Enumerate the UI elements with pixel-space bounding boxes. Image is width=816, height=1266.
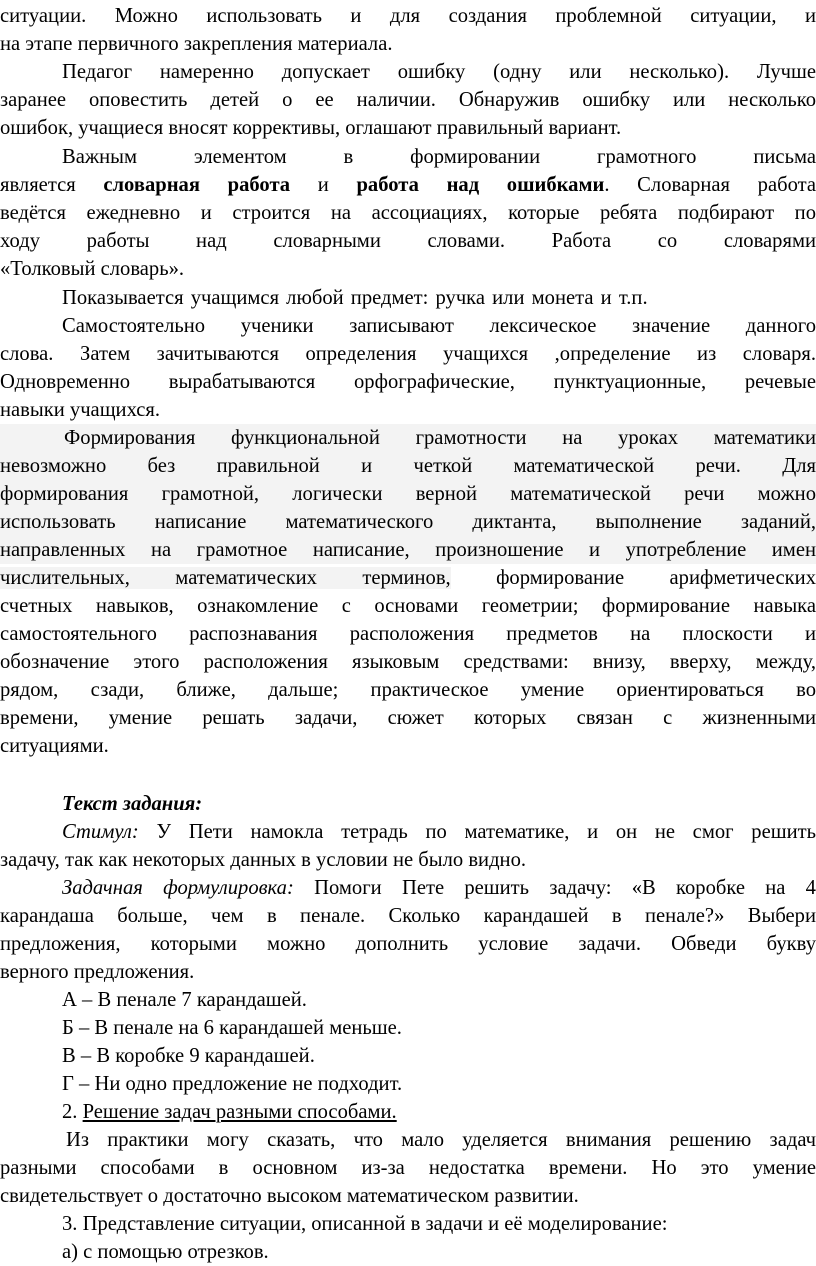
task-heading: Текст задания:	[62, 793, 203, 815]
option-item: Г – Ни одно предложение не подходит.	[62, 1073, 403, 1095]
keyword-dictionary-work: словарная работа	[103, 174, 291, 196]
stimulus-line	[0, 818, 816, 846]
text-line: Показывается учащимся любой предмет: ручка или монета и т.п.	[62, 287, 648, 309]
text-segment: и	[317, 174, 329, 196]
text-line: Самостоятельно ученики записывают лексическое значение данного	[62, 315, 816, 337]
text-line: Педагог намеренно допускает ошибку (одну или несколько). Лучше	[62, 61, 816, 83]
text-line: разными способами в основном из-за недостатка времени. Но это умение	[0, 1157, 816, 1179]
item-number: 2.	[62, 1101, 78, 1123]
text-line: направленных на грамотное написание, произношение и употребление имен	[0, 536, 816, 564]
text-line: навыки учащихся.	[0, 399, 161, 421]
stimulus-label: Стимул:	[62, 821, 139, 843]
text-line: 3. Представление ситуации, описанной в задачи и её моделирование:	[62, 1213, 668, 1235]
text-line: ошибок, учащиеся вносят коррективы, оглашают правильный вариант.	[0, 117, 622, 139]
text-segment: . Словарная работа	[604, 174, 816, 196]
text-line: карандаша больше, чем в пенале. Сколько карандашей в пенале?» Выбери	[0, 905, 816, 927]
text-segment: формирование арифметических	[496, 567, 816, 589]
text-line: ситуациями.	[0, 735, 109, 757]
text-line: самостоятельного распознавания расположения предметов на плоскости и	[0, 623, 816, 645]
task-label: Задачная формулировка:	[62, 877, 294, 899]
text-line-with-keywords	[0, 171, 816, 199]
text-line: задачу, так как некоторых данных в условии не было видно.	[0, 849, 527, 871]
text-line: времени, умение решать задачи, сюжет которых связан с жизненными	[0, 707, 816, 729]
keyword-error-work: работа над ошибками	[356, 174, 605, 196]
text-segment: является	[0, 174, 76, 196]
text-line: ходу работы над словарными словами. Работа со словарями	[0, 230, 816, 252]
text-line-split	[0, 564, 816, 592]
text-line: рядом, сзади, ближе, дальше; практическое умение ориентироваться во	[0, 679, 816, 701]
text-segment: числительных, математических терминов,	[0, 567, 451, 589]
task-line	[0, 874, 816, 902]
text-line: заранее оповестить детей о ее наличии. Обнаружив ошибку или несколько	[0, 89, 816, 111]
text-line: Одновременно вырабатываются орфографические, пунктуационные, речевые	[0, 371, 816, 393]
text-line: использовать написание математического диктанта, выполнение заданий,	[0, 508, 816, 536]
text-line: счетных навыков, ознакомление с основами геометрии; формирование навыка	[0, 595, 816, 617]
text-line: слова. Затем зачитываются определения учащихся ,определение из словаря.	[0, 343, 816, 365]
option-item: В – В коробке 9 карандашей.	[62, 1045, 315, 1067]
task-text: Помоги Пете решить задачу: «В коробке на 4	[314, 877, 816, 899]
text-line: ситуации. Можно использовать и для создания проблемной ситуации, и	[0, 5, 816, 27]
stimulus-text: У Пети намокла тетрадь по математике, и он не смог решить	[156, 821, 816, 843]
text-line: на этапе первичного закрепления материала.	[0, 33, 393, 55]
option-item: А – В пенале 7 карандашей.	[62, 989, 307, 1011]
text-line: верного предложения.	[0, 961, 195, 983]
text-line: формирования грамотной, логически верной математической речи можно	[0, 480, 816, 508]
text-line: «Толковый словарь».	[0, 258, 185, 280]
text-line: а) с помощью отрезков.	[62, 1241, 269, 1263]
option-item: Б – В пенале на 6 карандашей меньше.	[62, 1017, 402, 1039]
item-title: Решение задач разными способами.	[82, 1101, 397, 1123]
text-line: Из практики могу сказать, что мало уделяется внимания решению задач	[66, 1129, 816, 1151]
text-line: Формирования функциональной грамотности на уроках математики	[0, 424, 816, 452]
text-line: невозможно без правильной и четкой математической речи. Для	[0, 452, 816, 480]
text-line: обозначение этого расположения языковым средствами: внизу, вверху, между,	[0, 651, 816, 673]
text-line: Важным элементом в формировании грамотного письма	[62, 146, 816, 168]
section-heading	[0, 1098, 816, 1126]
text-line: ведётся ежедневно и строится на ассоциациях, которые ребята подбирают по	[0, 202, 816, 224]
text-line: предложения, которыми можно дополнить условие задачи. Обведи букву	[0, 933, 816, 955]
text-line: свидетельствует о достаточно высоком математическом развитии.	[0, 1185, 579, 1207]
